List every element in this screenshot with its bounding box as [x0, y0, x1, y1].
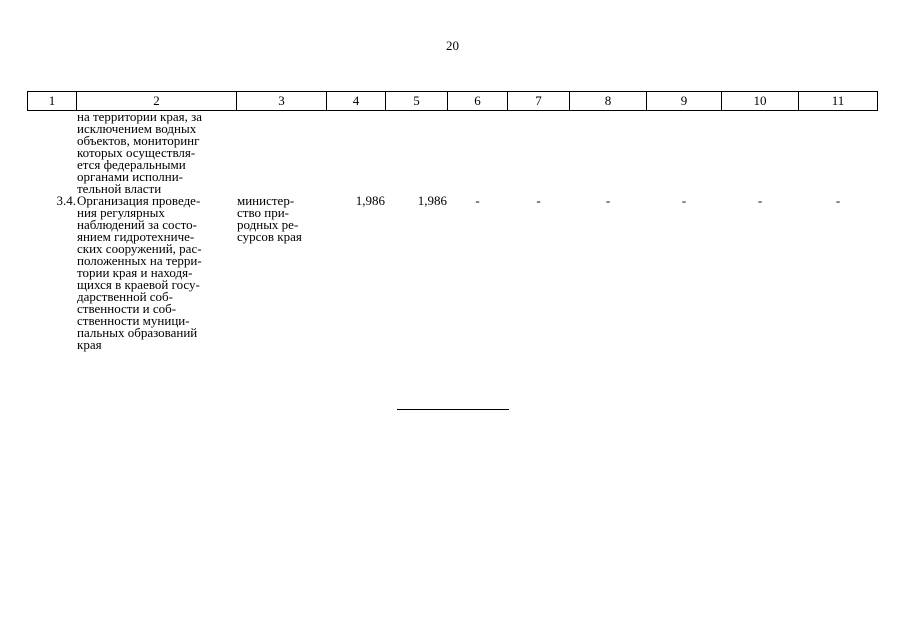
- description-cell: на территории края, за исключением водных объектов, мониторинг которых осуществля- ется федеральными органами исполни- тельной власти: [77, 111, 237, 196]
- header-cell: 11: [799, 92, 878, 111]
- value-cell-col7: -: [508, 195, 570, 351]
- value-cell-col9: -: [647, 195, 722, 351]
- header-cell: 5: [386, 92, 448, 111]
- budget-table: [27, 91, 878, 351]
- header-cell: 1: [28, 92, 77, 111]
- header-cell: 3: [237, 92, 327, 111]
- header-row: [28, 92, 878, 111]
- header-cell: 6: [448, 92, 508, 111]
- value-cell-col6: -: [448, 195, 508, 351]
- executor-cell: министер- ство при- родных ре- сурсов края: [237, 195, 327, 351]
- header-cell: 2: [77, 92, 237, 111]
- value-cell-col8: -: [570, 195, 647, 351]
- value-cell-col4: 1,986: [327, 195, 386, 351]
- table-row-3-4: [28, 195, 878, 351]
- header-cell: 7: [508, 92, 570, 111]
- header-cell: 9: [647, 92, 722, 111]
- value-cell-col11: -: [799, 195, 878, 351]
- value-cell-col5: 1,986: [386, 195, 448, 351]
- row-number-cell: [28, 111, 77, 196]
- header-cell: 4: [327, 92, 386, 111]
- header-cell: 8: [570, 92, 647, 111]
- table-row-continuation: [28, 111, 878, 196]
- value-cell-col10: -: [722, 195, 799, 351]
- page-number: 20: [446, 38, 459, 53]
- description-cell: Организация проведе- ния регулярных наблюдений за состо- янием гидротехниче- ских сооружений, рас- положенных на терри- тории края и находя- щихся в краевой госу- дарственной соб- ственности и соб- ственности муници- пальных образований края: [77, 195, 237, 351]
- end-of-document-rule: [397, 409, 509, 410]
- header-cell: 10: [722, 92, 799, 111]
- row-number-cell: 3.4.: [28, 195, 77, 351]
